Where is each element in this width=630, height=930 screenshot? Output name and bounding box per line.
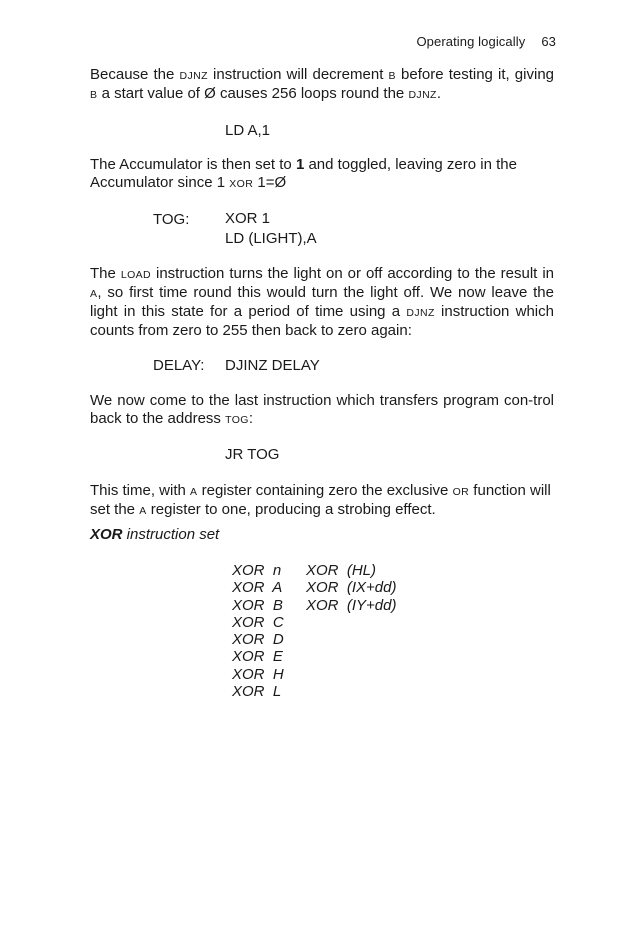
small-caps: DJNZ [408, 89, 437, 101]
xor-item: XOR A [232, 579, 283, 597]
text: 1=Ø [253, 174, 287, 191]
running-header-title: Operating logically [416, 34, 526, 49]
text: . [436, 85, 442, 102]
text: function will set the [90, 482, 551, 518]
page-number: 63 [541, 34, 556, 49]
code-line: XOR 1 [225, 210, 271, 227]
paragraph-jump [90, 392, 554, 429]
text: and toggled, leaving zero in the Accumulator since 1 [90, 156, 517, 191]
code-line: LD (LIGHT),A [225, 230, 317, 247]
text: instruction will decrement [207, 66, 389, 83]
section-heading [90, 526, 219, 543]
paragraph-djnz [90, 66, 554, 104]
xor-item: XOR L [232, 683, 282, 701]
small-caps: DJNZ [406, 307, 435, 319]
code-line: DJINZ DELAY [225, 357, 320, 374]
text: instruction which counts from zero to 255 then back to zero again: [90, 303, 554, 339]
text: This time, with [90, 482, 191, 499]
paragraph-accumulator [90, 156, 554, 193]
text: instruction turns the light on or off according to the result in [151, 265, 554, 282]
text: a start value of Ø causes 256 loops round the [97, 85, 409, 102]
xor-item: XOR n [232, 562, 282, 579]
text: register to one, producing a strobing effect. [146, 501, 436, 518]
paragraph-load [90, 265, 554, 340]
small-caps: DJNZ [179, 70, 208, 82]
small-caps: XOR [229, 178, 254, 190]
xor-item: XOR B [232, 596, 283, 614]
xor-list-right [306, 562, 396, 614]
text: , so first time round this would turn the light off. We now leave the light in this state for a period of time using a [90, 284, 554, 320]
text: : [248, 410, 254, 427]
section-heading-bold: XOR [90, 526, 123, 543]
text: We now come to the last instruction which transfers program con-trol back to the address [90, 392, 554, 427]
xor-item: XOR C [232, 613, 284, 631]
running-header [416, 34, 556, 49]
xor-item: XOR (HL) [306, 562, 377, 579]
small-caps: A [139, 505, 147, 517]
small-caps: A [190, 486, 198, 498]
small-caps: A [90, 288, 98, 300]
paragraph-strobing [90, 482, 554, 520]
code-jr-tog: JR TOG [225, 446, 280, 463]
text: The Accumulator is then set to [90, 156, 296, 173]
code-label-delay: DELAY: [153, 357, 205, 374]
code-label-tog: TOG: [153, 211, 190, 228]
code-block-tog [153, 211, 317, 249]
text: The [90, 265, 121, 282]
xor-item: XOR E [232, 648, 283, 666]
xor-item: XOR D [232, 631, 284, 649]
section-heading-rest: instruction set [122, 526, 220, 543]
text: register containing zero the exclusive [197, 482, 453, 499]
xor-item: XOR H [232, 665, 284, 683]
text: Because the [90, 66, 180, 83]
small-caps: B [90, 89, 98, 101]
small-caps: B [388, 70, 396, 82]
xor-item: XOR (IY+dd) [306, 596, 397, 614]
xor-item: XOR (IX+dd) [306, 579, 397, 597]
small-caps: OR [452, 486, 470, 498]
text: before testing it, giving [395, 66, 554, 83]
small-caps: LOAD [120, 269, 152, 281]
xor-list-left [232, 562, 284, 700]
small-caps: TOG [225, 414, 249, 426]
code-block-delay [153, 357, 320, 374]
bold-number: 1 [295, 156, 305, 173]
code-ld-a-1: LD A,1 [225, 122, 271, 139]
